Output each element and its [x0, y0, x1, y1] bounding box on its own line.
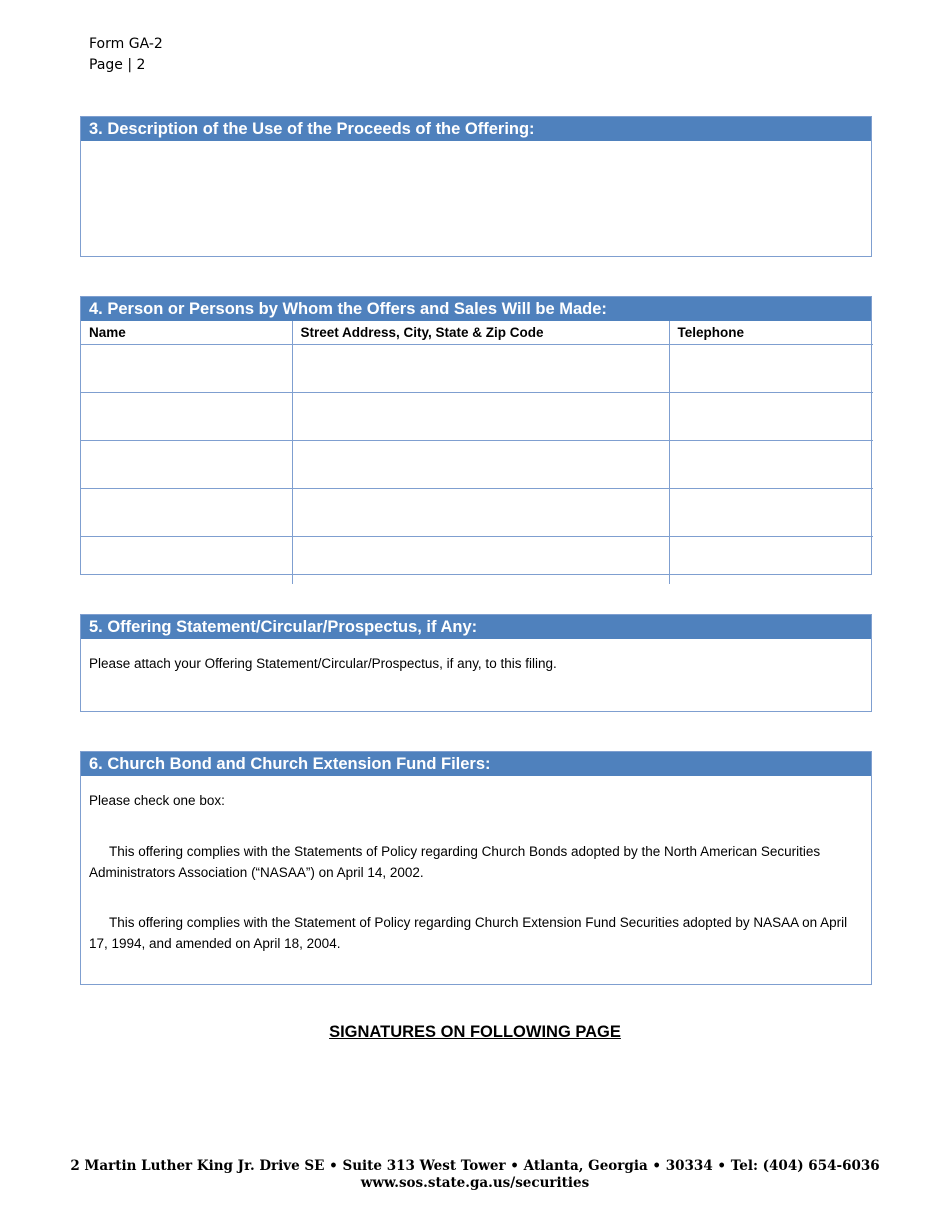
address-cell[interactable]	[292, 393, 669, 441]
table-header-row	[81, 321, 873, 345]
use-of-proceeds-field[interactable]	[81, 141, 871, 256]
column-header-name: Name	[81, 321, 292, 345]
section-use-of-proceeds	[80, 116, 872, 257]
table-row	[81, 393, 873, 441]
church-extension-option-text: This offering complies with the Statement of Policy regarding Church Extension Fund Securities adopted by NASAA on April 17, 1994, and amended on April 18, 2004.	[89, 915, 848, 951]
telephone-cell[interactable]	[669, 537, 873, 585]
section-5-title: 5. Offering Statement/Circular/Prospectus, if Any:	[81, 615, 871, 639]
footer	[0, 1158, 950, 1192]
footer-address: 2 Martin Luther King Jr. Drive SE • Suite 313 West Tower • Atlanta, Georgia • 30334 • Tel: (404) 654-6036	[70, 1158, 880, 1174]
name-cell[interactable]	[81, 537, 292, 585]
signatures-note: SIGNATURES ON FOLLOWING PAGE	[329, 1023, 621, 1041]
telephone-cell[interactable]	[669, 345, 873, 393]
church-bonds-option-text: This offering complies with the Statements of Policy regarding Church Bonds adopted by the North American Securities Administrators Association (“NASAA”) on April 14, 2002.	[89, 844, 821, 880]
column-header-address: Street Address, City, State & Zip Code	[292, 321, 669, 345]
footer-website[interactable]: www.sos.state.ga.us/securities	[360, 1175, 590, 1191]
name-cell[interactable]	[81, 441, 292, 489]
name-cell[interactable]	[81, 393, 292, 441]
church-extension-option	[89, 912, 863, 954]
section-persons-making-offers	[80, 296, 872, 575]
section-4-title: 4. Person or Persons by Whom the Offers and Sales Will be Made:	[81, 297, 871, 321]
telephone-cell[interactable]	[669, 489, 873, 537]
page-number: Page | 2	[89, 57, 146, 73]
offering-statement-instruction: Please attach your Offering Statement/Circular/Prospectus, if any, to this filing.	[89, 656, 557, 671]
church-extension-checkbox[interactable]	[96, 917, 107, 928]
table-row	[81, 537, 873, 585]
form-id: Form GA-2	[89, 36, 163, 52]
telephone-cell[interactable]	[669, 441, 873, 489]
page-header	[89, 34, 163, 76]
table-row	[81, 345, 873, 393]
address-cell[interactable]	[292, 345, 669, 393]
address-cell[interactable]	[292, 489, 669, 537]
church-bonds-option	[89, 841, 863, 883]
column-header-telephone: Telephone	[669, 321, 873, 345]
section-church-bond-filers	[80, 751, 872, 985]
persons-table	[81, 321, 873, 584]
check-one-instruction: Please check one box:	[89, 793, 225, 808]
table-row	[81, 441, 873, 489]
section-offering-statement	[80, 614, 872, 712]
address-cell[interactable]	[292, 441, 669, 489]
name-cell[interactable]	[81, 345, 292, 393]
section-6-title: 6. Church Bond and Church Extension Fund Filers:	[81, 752, 871, 776]
section-3-title: 3. Description of the Use of the Proceeds of the Offering:	[81, 117, 871, 141]
name-cell[interactable]	[81, 489, 292, 537]
address-cell[interactable]	[292, 537, 669, 585]
church-bonds-checkbox[interactable]	[96, 846, 107, 857]
table-row	[81, 489, 873, 537]
telephone-cell[interactable]	[669, 393, 873, 441]
